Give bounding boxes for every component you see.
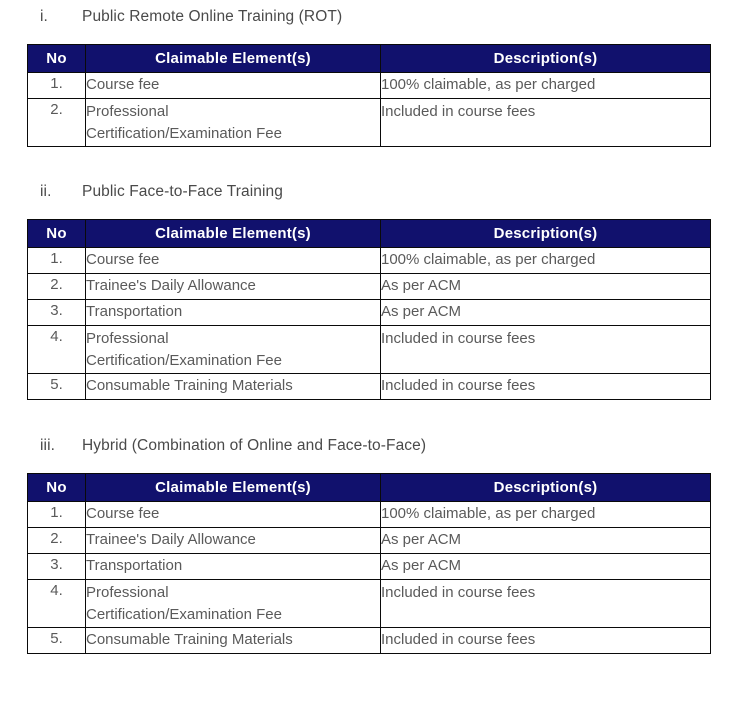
claimable-element-line-1: Trainee's Daily Allowance: [86, 277, 256, 294]
column-header-description: Description(s): [381, 45, 711, 73]
cell-claimable-element: [86, 554, 381, 580]
column-header-description: Description(s): [381, 220, 711, 248]
cell-description: Included in course fees: [381, 326, 711, 374]
section-marker: iii.: [40, 437, 56, 454]
claimable-element-line-1: Course fee: [86, 505, 160, 522]
table-row: [28, 300, 711, 326]
cell-description: As per ACM: [381, 300, 711, 326]
table-row: [28, 580, 711, 628]
claimable-element-line-1: Consumable Training Materials: [86, 631, 293, 648]
section-heading: [0, 4, 755, 30]
table-row: [28, 326, 711, 374]
cell-description: As per ACM: [381, 274, 711, 300]
cell-description: 100% claimable, as per charged: [381, 502, 711, 528]
claimable-elements-table: [27, 44, 711, 147]
table-header-row: [28, 45, 711, 73]
table-row: [28, 374, 711, 400]
cell-row-number: 4.: [28, 580, 86, 628]
cell-description: Included in course fees: [381, 580, 711, 628]
cell-claimable-element: [86, 73, 381, 99]
claimable-element-line-1: Transportation: [86, 557, 183, 574]
section-2: [0, 179, 755, 394]
column-header-no: No: [28, 474, 86, 502]
cell-row-number: 5.: [28, 628, 86, 654]
cell-row-number: 5.: [28, 374, 86, 400]
table-header-row: [28, 474, 711, 502]
claimable-element-line-1: Professional: [86, 103, 169, 120]
column-header-no: No: [28, 45, 86, 73]
cell-row-number: 2.: [28, 528, 86, 554]
column-header-element: Claimable Element(s): [86, 220, 381, 248]
cell-row-number: 1.: [28, 502, 86, 528]
column-header-element: Claimable Element(s): [86, 474, 381, 502]
claimable-element-line-1: Professional: [86, 330, 169, 347]
claimable-element-line-2: Certification/Examination Fee: [86, 606, 282, 623]
cell-description: Included in course fees: [381, 628, 711, 654]
cell-claimable-element: [86, 628, 381, 654]
claimable-element-line-1: Transportation: [86, 303, 183, 320]
claimable-elements-table: [27, 219, 711, 400]
cell-description: Included in course fees: [381, 99, 711, 147]
cell-description: As per ACM: [381, 528, 711, 554]
cell-row-number: 2.: [28, 99, 86, 147]
claimable-element-line-1: Trainee's Daily Allowance: [86, 531, 256, 548]
section-marker: ii.: [40, 183, 52, 200]
table-row: [28, 628, 711, 654]
column-header-no: No: [28, 220, 86, 248]
cell-claimable-element: [86, 528, 381, 554]
claimable-element-line-1: Course fee: [86, 251, 160, 268]
cell-description: Included in course fees: [381, 374, 711, 400]
cell-claimable-element: [86, 99, 381, 147]
section-title: Public Face-to-Face Training: [82, 183, 283, 200]
section-heading: [0, 179, 755, 205]
claimable-element-line-2: Certification/Examination Fee: [86, 125, 282, 142]
claimable-element-line-1: Consumable Training Materials: [86, 377, 293, 394]
cell-claimable-element: [86, 374, 381, 400]
claimable-element-line-1: Course fee: [86, 76, 160, 93]
cell-claimable-element: [86, 502, 381, 528]
column-header-description: Description(s): [381, 474, 711, 502]
cell-row-number: 3.: [28, 300, 86, 326]
cell-description: 100% claimable, as per charged: [381, 248, 711, 274]
column-header-element: Claimable Element(s): [86, 45, 381, 73]
table-row: [28, 73, 711, 99]
claimable-element-line-1: Professional: [86, 584, 169, 601]
table-row: [28, 248, 711, 274]
section-title: Public Remote Online Training (ROT): [82, 8, 343, 25]
cell-claimable-element: [86, 248, 381, 274]
cell-claimable-element: [86, 300, 381, 326]
table-row: [28, 554, 711, 580]
section-1: [0, 4, 755, 142]
cell-claimable-element: [86, 580, 381, 628]
section-heading: [0, 433, 755, 459]
cell-row-number: 1.: [28, 248, 86, 274]
claimable-element-line-2: Certification/Examination Fee: [86, 352, 282, 369]
section-3: [0, 433, 755, 648]
section-marker: i.: [40, 8, 48, 25]
cell-row-number: 2.: [28, 274, 86, 300]
cell-claimable-element: [86, 326, 381, 374]
section-title: Hybrid (Combination of Online and Face-to-Face): [82, 437, 427, 454]
table-row: [28, 99, 711, 147]
cell-row-number: 3.: [28, 554, 86, 580]
table-row: [28, 502, 711, 528]
cell-claimable-element: [86, 274, 381, 300]
cell-row-number: 1.: [28, 73, 86, 99]
claimable-elements-table: [27, 473, 711, 654]
cell-description: As per ACM: [381, 554, 711, 580]
cell-description: 100% claimable, as per charged: [381, 73, 711, 99]
cell-row-number: 4.: [28, 326, 86, 374]
table-row: [28, 528, 711, 554]
table-header-row: [28, 220, 711, 248]
table-row: [28, 274, 711, 300]
